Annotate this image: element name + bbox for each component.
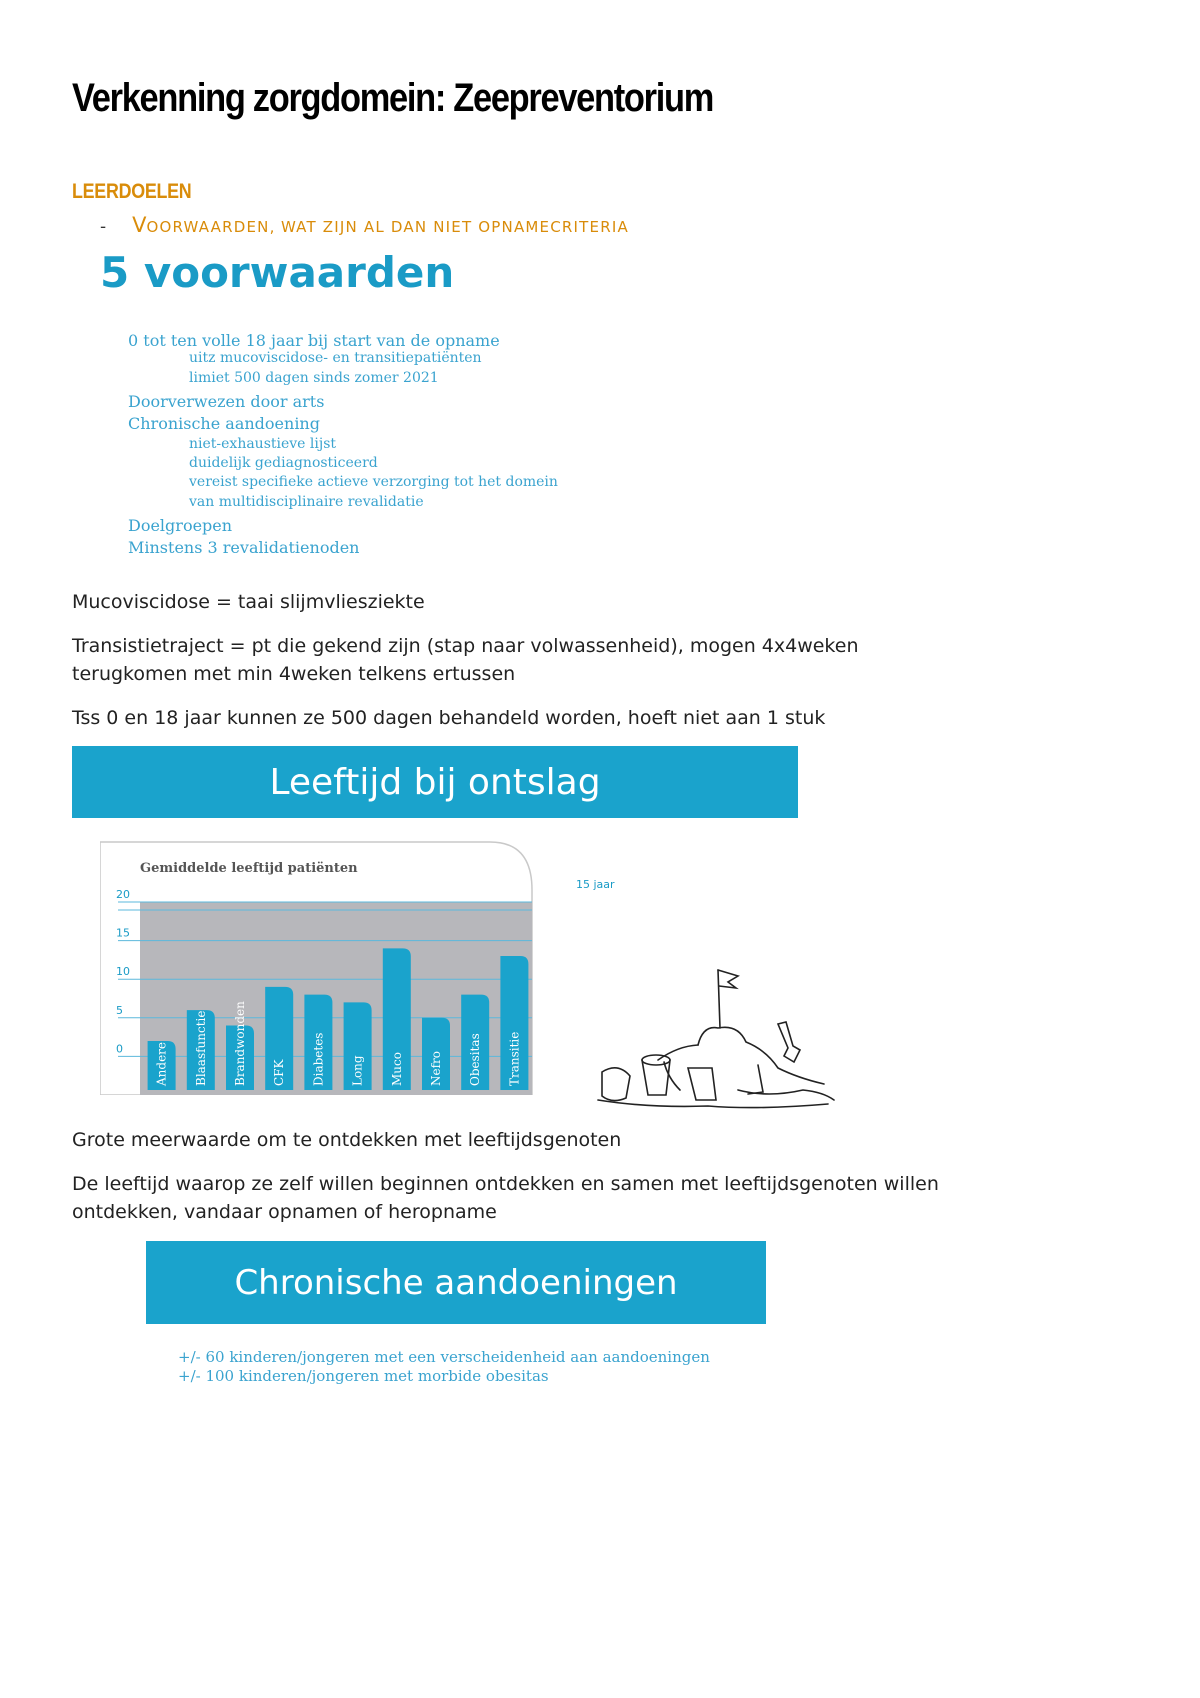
chart-annotation: 15 jaar (576, 878, 615, 891)
bullet-rest: WAT ZIJN AL DAN NIET OPNAMECRITERIA (280, 218, 629, 236)
voorwaarde-line: Doorverwezen door arts (128, 392, 325, 411)
chart-category-label: Brandwonden (233, 1001, 247, 1086)
page-title: Verkenning zorgdomein: Zeepreventorium (72, 76, 714, 120)
chart-ytick-label: 10 (116, 965, 130, 979)
paragraph-leeftijd-1: De leeftijd waarop ze zelf willen beginnen ontdekken en samen met leeftijdsgenoten willen (72, 1173, 939, 1195)
voorwaarde-line: 0 tot ten volle 18 jaar bij start van de opname (128, 331, 500, 350)
chart-category-label: CFK (272, 1059, 287, 1086)
chronisch-line: +/- 100 kinderen/jongeren met morbide obesitas (178, 1367, 549, 1385)
section-heading: LEERDOELEN (72, 180, 192, 203)
chart-ytick-label: 0 (116, 1042, 123, 1056)
chart-category-label: Andere (154, 1041, 169, 1086)
sandcastle-drawing-icon (588, 950, 838, 1110)
chart-ytick-label: 20 (116, 888, 130, 901)
voorwaarde-line: van multidisciplinaire revalidatie (189, 494, 424, 510)
chart-title: Gemiddelde leeftijd patiënten (140, 861, 358, 876)
bullet-first-word: OORWAARDEN, (146, 218, 276, 236)
paragraph-behandeling: Tss 0 en 18 jaar kunnen ze 500 dagen behandeld worden, hoeft niet aan 1 stuk (72, 707, 826, 729)
paragraph-leeftijd-2: ontdekken, vandaar opnamen of heropname (72, 1201, 497, 1223)
chronisch-line: +/- 60 kinderen/jongeren met een verscheidenheid aan aandoeningen (178, 1348, 710, 1366)
voorwaarde-line: duidelijk gediagnosticeerd (189, 455, 378, 471)
paragraph-mucoviscidose: Mucoviscidose = taai slijmvliesziekte (72, 591, 425, 613)
chart-category-label: Long (350, 1055, 365, 1086)
voorwaarde-line: Chronische aandoening (128, 414, 320, 433)
banner-leeftijd-bij-ontslag: Leeftijd bij ontslag (72, 746, 798, 818)
chart-category-label: Transitie (507, 1031, 522, 1086)
bullet-dash: - (100, 217, 107, 237)
voorwaarde-line: Minstens 3 revalidatienoden (128, 538, 360, 557)
paragraph-meerwaarde: Grote meerwaarde om te ontdekken met leeftijdsgenoten (72, 1129, 622, 1151)
chart-category-label: Nefro (429, 1050, 443, 1086)
voorwaarde-line: uitz mucoviscidose- en transitiepatiënten (189, 350, 482, 366)
paragraph-transitie-2: terugkomen met min 4weken telkens ertussen (72, 663, 516, 685)
voorwaarde-line: niet-exhaustieve lijst (189, 436, 337, 452)
banner-chronische-aandoeningen: Chronische aandoeningen (146, 1241, 766, 1324)
paragraph-transitie-1: Transistietraject = pt die gekend zijn (stap naar volwassenheid), mogen 4x4weken (72, 635, 859, 657)
voorwaarde-line: vereist specifieke actieve verzorging tot het domein (189, 474, 558, 490)
bullet-item (100, 213, 629, 237)
bullet-first-letter: V (132, 213, 147, 237)
age-bar-chart (100, 840, 540, 1095)
chart-category-label: Muco (389, 1052, 404, 1086)
voorwaarde-line: Doelgroepen (128, 516, 233, 535)
chart-category-label: Blaasfunctie (193, 1010, 208, 1086)
voorwaarden-heading: 5 voorwaarden (100, 248, 455, 297)
chart-ytick-label: 15 (116, 926, 130, 940)
voorwaarde-line: limiet 500 dagen sinds zomer 2021 (189, 370, 439, 386)
chart-category-label: Obesitas (468, 1033, 483, 1086)
chart-ytick-label: 5 (116, 1003, 123, 1017)
chart-category-label: Diabetes (311, 1032, 326, 1086)
